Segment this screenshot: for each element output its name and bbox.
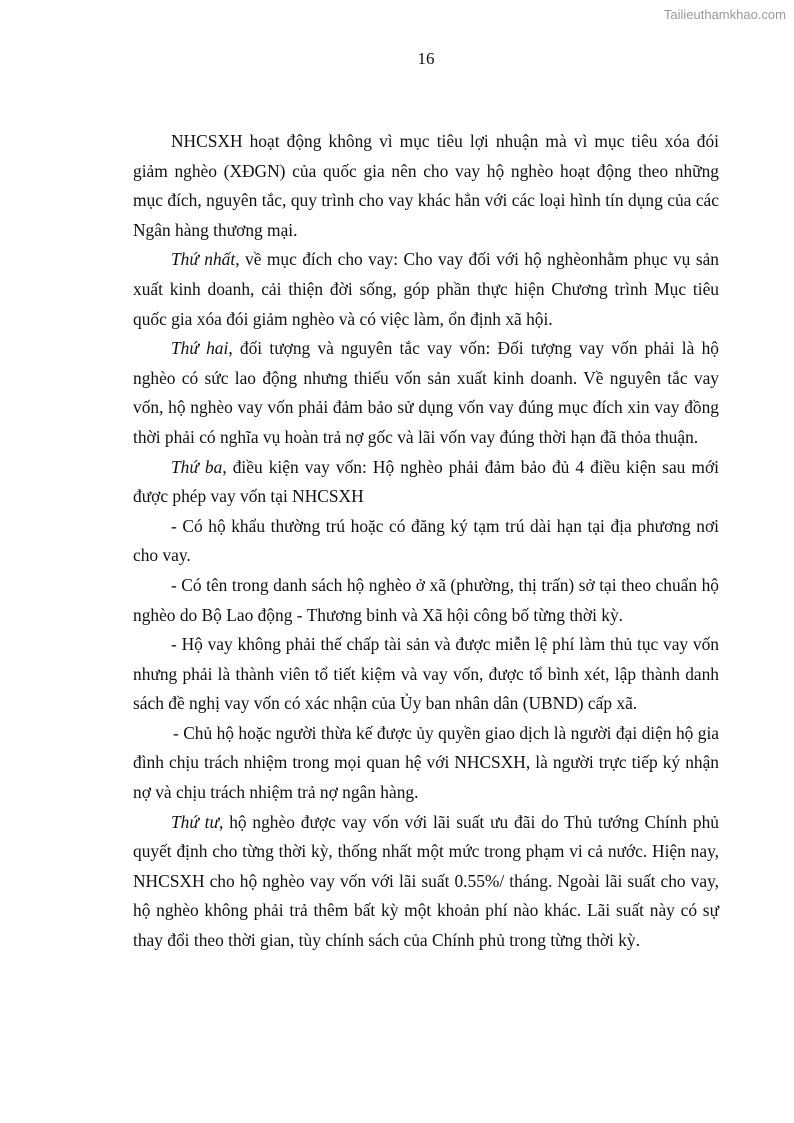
paragraph-text: , điều kiện vay vốn: Hộ nghèo phải đảm bảo đủ 4 điều kiện sau mới được phép vay vốn tại NHCSXH: [133, 456, 719, 507]
paragraph-text: - Chủ hộ hoặc người thừa kế được ủy quyền giao dịch là người đại diện hộ gia đình chịu trách nhiệm trong mọi quan hệ với NHCSXH, là người trực tiếp ký nhận nợ và chịu trách nhiệm trả nợ ngân hàng.: [133, 722, 719, 803]
paragraph-text: NHCSXH hoạt động không vì mục tiêu lợi nhuận mà vì mục tiêu xóa đói giảm nghèo (XĐGN) của quốc gia nên cho vay hộ nghèo hoạt động theo những mục đích, nguyên tắc, quy trình cho vay khác hẳn với các loại hình tín dụng của các Ngân hàng thương mại.: [133, 131, 719, 240]
condition-household-head: [133, 719, 719, 808]
paragraph-text: , đối tượng và nguyên tắc vay vốn: Đối tượng vay vốn phải là hộ nghèo có sức lao động nhưng thiếu vốn sản xuất kinh doanh. Về nguyên tắc vay vốn, hộ nghèo vay vốn phải đảm bảo sử dụng vốn vay đúng mục đích xin vay đồng thời phải có nghĩa vụ hoàn trả nợ gốc và lãi vốn vay đúng thời hạn đã thỏa thuận.: [133, 338, 719, 447]
paragraph-intro: [133, 127, 719, 245]
watermark: Tailieuthamkhao.com: [663, 7, 786, 22]
paragraph-lead: Thứ ba: [171, 456, 223, 477]
paragraph-second: [133, 334, 719, 452]
document-body: [133, 127, 719, 956]
condition-no-collateral: [133, 630, 719, 719]
condition-poor-list: [133, 571, 719, 630]
paragraph-text: - Hộ vay không phải thế chấp tài sản và được miễn lệ phí làm thủ tục vay vốn nhưng phải là thành viên tổ tiết kiệm và vay vốn, được tổ bình xét, lập thành danh sách đề nghị vay vốn có xác nhận của Ủy ban nhân dân (UBND) cấp xã.: [133, 634, 719, 714]
page-number: 16: [417, 49, 435, 68]
paragraph-first: [133, 245, 719, 334]
paragraph-text: - Có hộ khẩu thường trú hoặc có đăng ký tạm trú dài hạn tại địa phương nơi cho vay.: [133, 515, 719, 566]
paragraph-third: [133, 453, 719, 512]
condition-residence: [133, 512, 719, 571]
paragraph-text: , về mục đích cho vay: Cho vay đối với hộ nghèonhằm phục vụ sản xuất kinh doanh, cải thiện đời sống, góp phần thực hiện Chương trình Mục tiêu quốc gia xóa đói giảm nghèo và có việc làm, ổn định xã hội.: [133, 249, 719, 329]
paragraph-text: - Có tên trong danh sách hộ nghèo ở xã (phường, thị trấn) sở tại theo chuẩn hộ nghèo do Bộ Lao động - Thương binh và Xã hội công bố từng thời kỳ.: [133, 574, 719, 625]
paragraph-text: , hộ nghèo được vay vốn với lãi suất ưu đãi do Thủ tướng Chính phủ quyết định cho từng thời kỳ, thống nhất một mức trong phạm vi cả nước. Hiện nay, NHCSXH cho hộ nghèo vay vốn với lãi suất 0.55%/ tháng. Ngoài lãi suất cho vay, hộ nghèo không phải trả thêm bất kỳ một khoản phí nào khác. Lãi suất này có sự thay đổi theo thời gian, tùy chính sách của Chính phủ trong từng thời kỳ.: [133, 811, 719, 951]
paragraph-lead: Thứ nhất: [171, 249, 236, 270]
paragraph-lead: Thứ tư: [171, 811, 220, 832]
paragraph-fourth: [133, 808, 719, 956]
paragraph-lead: Thứ hai: [171, 338, 229, 359]
